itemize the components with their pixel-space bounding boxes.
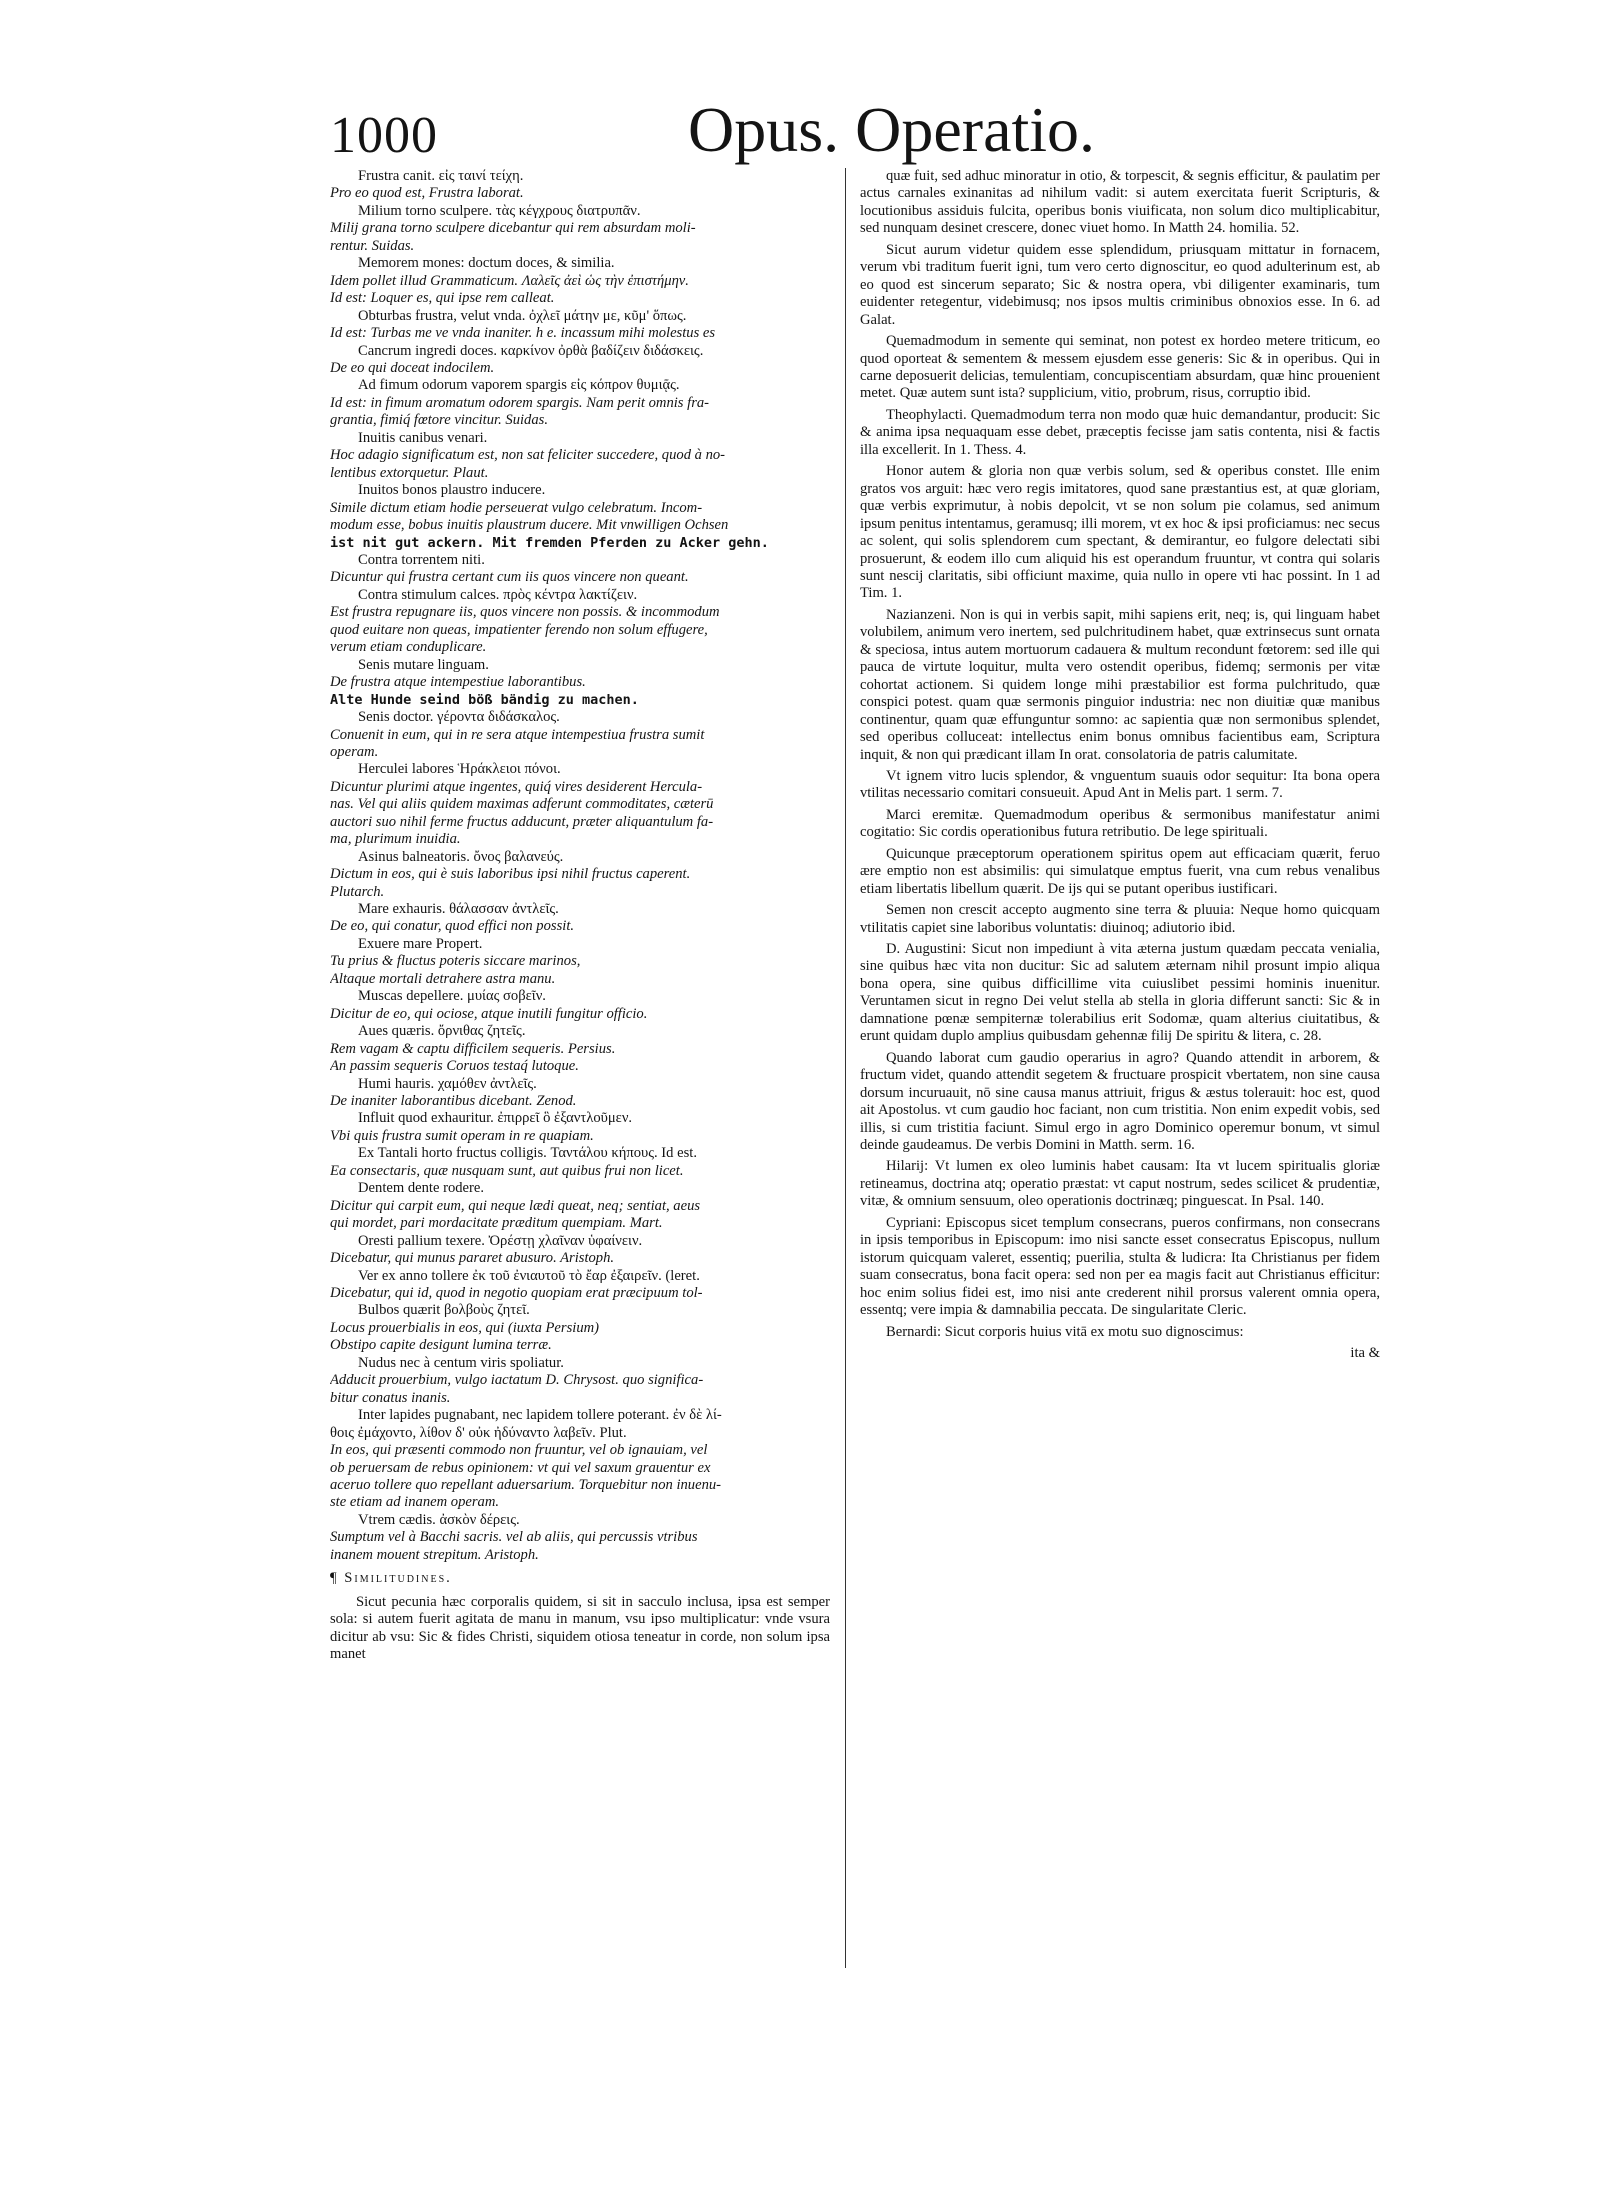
- running-title: Opus. Operatio.: [688, 94, 1096, 165]
- text-line: Id est: in fimum aromatum odorem spargis. Nam perit omnis fra-: [330, 394, 710, 411]
- text-line: inanem mouent strepitum. Aristoph.: [330, 1546, 539, 1563]
- text-line: Oresti pallium texere. Ὀρέστῃ χλαῖναν ὑφαίνειν.: [358, 1232, 643, 1249]
- text-line: Senis doctor. γέροντα διδάσκαλος.: [358, 709, 560, 726]
- page-number: 1000: [330, 107, 438, 164]
- text-line: Id est: Turbas me ve vnda inaniter. h e. incassum mihi molestus es: [330, 325, 716, 342]
- text-paragraph: Honor autem & gloria non quæ verbis solum, sed & operibus constet. Ille enim gratos vos arguit: hæc vero regis imitatores, quod sane præstantius est, at quæ gloriam, quæ verbis exprimutur, à nobis depolcit, vt se non solum pie colamus, sed animum ipsum penitus intentamus, geramusq; illi morem, vt ex hoc & ipsi proficiamus: nec secus ac solent, qui solis splendorem cum spectant, & demirantur, eo fulgore delectati sibi prosuerunt, & eodem illo cum aliquid his est operandum fruuntur, vt contra qui solaris sunt nescij claritatis, sibi officiunt maxime, quia nullo in opere vti hac possint. In 1 ad Tim. 1.: [860, 463, 1380, 602]
- text-line: Sumptum vel à Bacchi sacris. vel ab aliis, qui percussis vtribus: [330, 1529, 698, 1546]
- text-line: Pro eo quod est, Frustra laborat.: [330, 185, 524, 202]
- text-line: Inter lapides pugnabant, nec lapidem tollere poterant. ἐν δὲ λί-: [358, 1407, 722, 1424]
- text-line: lentibus extorquetur. Plaut.: [330, 464, 489, 481]
- text-line: Plutarch.: [330, 883, 385, 900]
- text-line: Nudus nec à centum viris spoliatur.: [358, 1354, 564, 1371]
- text-line: Dicuntur qui frustra certant cum iis quos vincere non queant.: [330, 569, 689, 586]
- text-line: Adducit prouerbium, vulgo iactatum D. Chrysost. quo significa-: [330, 1372, 704, 1389]
- text-paragraph: Bernardi: Sicut corporis huius vitā ex motu suo dignoscimus:: [886, 1323, 1244, 1340]
- text-line: Influit quod exhauritur. ἐπιρρεῖ ὃ ἐξαντλοῦμεν.: [358, 1110, 633, 1127]
- text-line: De eo, qui conatur, quod effici non possit.: [330, 918, 575, 935]
- text-line: Dictum in eos, qui è suis laboribus ipsi nihil fructus caperent.: [330, 866, 691, 883]
- text-line: Contra stimulum calces. πρὸς κέντρα λακτίζειν.: [358, 586, 638, 603]
- text-line: Dicitur de eo, qui ociose, atque inutili fungitur officio.: [330, 1005, 648, 1022]
- section-heading: ¶ Similitudines.: [330, 1570, 452, 1587]
- text-line: Aues quæris. ὄρνιθας ζητεῖς.: [358, 1023, 526, 1040]
- text-line: ist nit gut ackern. Mit fremden Pferden zu Acker gehn.: [330, 534, 769, 551]
- text-line: Tu prius & fluctus poteris siccare marinos,: [330, 953, 581, 970]
- text-line: Milium torno sculpere. τὰς κέγχρους διατρυπᾶν.: [358, 202, 641, 219]
- text-line: Sicut pecunia hæc corporalis quidem, si sit in sacculo inclusa, ipsa est semper sola: si autem fuerit agitata de manu in manum, vsu ipso multiplicatur: vnde vsura dicitur ab vsu: Sic & fides Christi, siquidem otiosa teneatur in corde, non solum ipsa manet: [330, 1593, 830, 1663]
- left-column: [330, 168, 830, 1948]
- text-paragraph: Sicut aurum videtur quidem esse splendidum, priusquam mittatur in fornacem, verum vbi traditum fuerit igni, tum vero certo dignoscitur, eo quod adulterinum est, ab eo quod est sincerum separato; Sic & nostra opera, vbi diligenter examinaris, tum euidenter retegentur, videbimusq; nos ipsos multis criminibus obnoxios esse. In 6. ad Galat.: [860, 241, 1380, 328]
- text-line: Milij grana torno sculpere dicebantur qui rem absurdam moli-: [330, 220, 696, 237]
- text-line: Ver ex anno tollere ἐκ τοῦ ἐνιαυτοῦ τὸ ἔαρ ἐξαιρεῖν. (leret.: [358, 1267, 700, 1284]
- text-line: Exuere mare Propert.: [358, 935, 483, 952]
- text-line: De inaniter laborantibus dicebant. Zenod.: [330, 1093, 577, 1110]
- text-line: quod euitare non queas, impatienter ferendo non solum effugere,: [330, 621, 708, 638]
- text-line: ob peruersam de rebus opinionem: vt qui vel saxum grauentur ex: [330, 1459, 711, 1476]
- text-line: operam.: [330, 743, 379, 760]
- text-line: Mare exhauris. θάλασσαν ἀντλεῖς.: [358, 901, 559, 918]
- text-line: Dicitur qui carpit eum, qui neque lædi queat, neq; sentiat, aeus: [330, 1197, 701, 1214]
- text-line: ma, plurimum inuidia.: [330, 831, 461, 848]
- text-paragraph: quæ fuit, sed adhuc minoratur in otio, & torpescit, & segnis efficitur, & paulatim per actus carnales exinanitas ad nihilum vadit: si autem exercitata fuerit Scripturis, & locutionibus assiduis fulcita, operibus bonis viuificata, non solum dico multiplicabitur, sed nunquam desinet crescere, donec viuet homo. In Matth 24. homilia. 52.: [860, 168, 1380, 237]
- text-line: Dicuntur plurimi atque ingentes, quiq́ vires desiderent Hercula-: [330, 778, 703, 795]
- text-paragraph: Cypriani: Episcopus sicet templum consecrans, pueros confirmans, non consecrans in ipsis temporibus in Episcopum: imo nisi sancte esset consecratus Episcopus, nullum istorum quicquam valeret, essentiq; puerilia, stulta & ludicra: Ita Christianus per fidem suam consecratus, bona facit opera: sed non per ea magis facit aut Christianus efficitur: hoc enim solius fidei est, imo nisi ante crederent nihil prorsus valerent omnia opera, essentq; vere impia & damnabilia peccata. De singularitate Cleric.: [860, 1214, 1380, 1319]
- text-line: nas. Vel qui aliis quidem maximas adferunt commoditates, cæterū: [330, 796, 714, 813]
- text-line: Dicebatur, qui id, quod in negotio quopiam erat præcipuum tol-: [330, 1285, 703, 1301]
- text-line: Vtrem cædis. ἀσκὸν δέρεις.: [358, 1511, 520, 1528]
- text-line: verum etiam conduplicare.: [330, 639, 487, 656]
- text-line: Obturbas frustra, velut vnda. ὀχλεῖ μάτην με, κῦμ' ὅπως.: [358, 307, 687, 324]
- text-line: Alte Hunde seind böß bändig zu machen.: [330, 691, 639, 708]
- text-line: Dicebatur, qui munus pararet abusuro. Aristoph.: [330, 1250, 615, 1267]
- text-line: Ex Tantali horto fructus colligis. Ταντάλου κήπους. Id est.: [358, 1145, 697, 1162]
- text-line: Obstipo capite desigunt lumina terræ.: [330, 1337, 552, 1354]
- text-line: Inuitos bonos plaustro inducere.: [358, 482, 546, 499]
- text-line: grantia, fimiq́ fœtore vincitur. Suidas.: [330, 412, 548, 429]
- text-line: Rem vagam & captu difficilem sequeris. Persius.: [330, 1040, 616, 1057]
- text-line: Muscas depellere. μυίας σοβεῖν.: [358, 988, 546, 1005]
- text-line: Ad fimum odorum vaporem spargis εἰς κόπρον θυμιᾷς.: [358, 377, 680, 394]
- text-line: Locus prouerbialis in eos, qui (iuxta Persium): [330, 1319, 600, 1336]
- text-line: Inuitis canibus venari.: [358, 429, 488, 446]
- text-line: Idem pollet illud Grammaticum. Λαλεῖς ἀεὶ ὡς τὴν ἐπιστήμην.: [330, 272, 689, 289]
- text-line: aceruo tollere quo repellant aduersarium. Torquebitur non inuenu-: [330, 1476, 722, 1493]
- text-paragraph: Semen non crescit accepto augmento sine terra & pluuia: Neque homo quicquam vtilitatis capiet sine laboribus voluntatis: diuinoq; adiutorio ibid.: [860, 902, 1380, 936]
- text-line: Conuenit in eum, qui in re sera atque intempestiua frustra sumit: [330, 726, 705, 743]
- text-line: Id est: Loquer es, qui ipse rem calleat.: [330, 290, 555, 307]
- text-line: De eo qui doceat indocilem.: [330, 359, 495, 376]
- text-line: Bulbos quærit βολβοὺς ζητεῖ.: [358, 1302, 530, 1319]
- text-line: modum esse, bobus inuitis plaustrum ducere. Mit vnwilligen Ochsen: [330, 517, 729, 534]
- text-paragraph: Quando laborat cum gaudio operarius in agro? Quando attendit in arborem, & fructum videt, quando attendit segetem & fructuare prospicit vbertatem, non sine causa dorsum incuruauit, nō sine causa manus attriuit, frigus & æstus tolerauit: hoc est, quod ait Apostolus. vt cum gaudio hoc faciant, non cum tristitia. Non enim expedit vobis, sed illis, si cum tristitia faciunt. Simul ergo in agro Dominico operemur bonum, vt simul deinde gaudeamus. De verbis Domini in Matth. serm. 16.: [860, 1049, 1380, 1154]
- text-line: Herculei labores Ἡράκλειοι πόνοι.: [358, 761, 561, 778]
- text-line: Dentem dente rodere.: [358, 1180, 485, 1197]
- text-line: auctori suo nihil ferme fructus adducunt, præter aliquantulum fa-: [330, 813, 714, 830]
- text-line: Est frustra repugnare iis, quos vincere non possis. & incommodum: [330, 604, 720, 621]
- text-line: bitur conatus inanis.: [330, 1389, 451, 1406]
- text-line: qui mordet, pari mordacitate præditum quempiam. Mart.: [330, 1215, 663, 1232]
- column-rule: [845, 168, 846, 1968]
- text-paragraph: Theophylacti. Quemadmodum terra non modo quæ huic demandantur, producit: Sic & anima ipsa nequaquam esse debet, præceptis fecisse jam satis contenta, nisi & factis illa excellerit. In 1. Thess. 4.: [860, 406, 1380, 458]
- text-paragraph: Hilarij: Vt lumen ex oleo luminis habet causam: Ita vt lucem spiritualis gloriæ retineamus, doctrina atq; operatio præstat: vt caput nostrum, sedes scilicet & prudentiæ, vitæ, & omnium sensuum, oleo operationis doctrinæq; pinguescat. In Psal. 140.: [860, 1158, 1380, 1210]
- text-line: Altaque mortali detrahere astra manu.: [330, 970, 556, 987]
- text-line: Frustra canit. εἰς ταινί τείχη.: [358, 168, 524, 184]
- right-column: [860, 168, 1380, 1988]
- text-line: De frustra atque intempestiue laborantibus.: [330, 674, 586, 691]
- text-line: An passim sequeris Coruos testaq́ lutoque.: [330, 1058, 579, 1075]
- text-line: Vbi quis frustra sumit operam in re quapiam.: [330, 1127, 594, 1144]
- text-line: Hoc adagio significatum est, non sat feliciter succedere, quod à no-: [330, 447, 726, 464]
- text-paragraph: Marci eremitæ. Quemadmodum operibus & sermonibus manifestatur animi cogitatio: Sic cordis operationibus futura retributio. De lege spirituali.: [860, 806, 1380, 841]
- text-paragraph: Nazianzeni. Non is qui in verbis sapit, mihi sapiens erit, neq; is, qui linguam habet volubilem, animum vero inertem, sed pulchritudinem habet, quæ extrinsecus sunt ornata & speciosa, intus autem mortuorum cadauera & multum recondunt fœtorem: sed ille qui pauca de virtute loquitur, multa vero ostendit operibus, fidemq; sermonis per vitæ cohortat actionem. Si quidem longe mihi præstabilior est forma pulchritudo, quæ conspici potest. quam quæ sermonis pinguior industria: nec non diuitiæ quæ manibus continentur, quam quæ effunguntur somno: ac sapientia quæ non sermonibus splendet, sed operibus colluceat: intellectus enim bonus omnibus facientibus eam, Scriptura inquit, & non qui prædicant illam In orat. consolatoria de patris calumitate.: [860, 606, 1380, 763]
- text-paragraph: Vt ignem vitro lucis splendor, & vnguentum suauis odor sequitur: Ita bona opera vtilitas necessario comitari consueuit. Apud Ant in Melis part. 1 serm. 7.: [860, 767, 1380, 802]
- text-paragraph: D. Augustini: Sicut non impediunt à vita æterna justum quædam peccata venialia, sine quibus hæc vita non ducitur: Sic ad salutem æternam nihil prosunt impio aliqua bona opera, sine quibus difficillime vita cuiuslibet pessimi hominis inuenitur. Veruntamen sicut in regno Dei velut stella ab stella in gloria differunt sancti: Sic & in damnatione pœnæ sempiternæ tolerabilius erit Sodomæ, quam alterius ciuitatibus, & erunt quidam duplo amplius quibusdam gehennæ filij De spiritu & litera, c. 28.: [860, 941, 1380, 1045]
- catchword: ita &: [1350, 1345, 1380, 1361]
- text-line: Simile dictum etiam hodie perseuerat vulgo celebratum. Incom-: [330, 499, 703, 516]
- text-line: Asinus balneatoris. ὄνος βαλανεύς.: [358, 848, 564, 865]
- text-line: In eos, qui præsenti commodo non fruuntur, vel ob ignauiam, vel: [330, 1442, 708, 1459]
- text-line: Ea consectaris, quæ nusquam sunt, aut quibus frui non licet.: [330, 1162, 684, 1179]
- text-line: Cancrum ingredi doces. καρκίνον ὀρθὰ βαδίζειν διδάσκεις.: [358, 342, 704, 359]
- text-line: Humi hauris. χαμόθεν ἀντλεῖς.: [358, 1075, 537, 1092]
- text-paragraph: Quemadmodum in semente qui seminat, non potest ex hordeo metere triticum, eo quod oporteat & sementem & messem ejusdem esse generis: Sic & in operibus. Qui in carne deposuerit delicias, temulentiam, concupiscentiam absurdam, quæ hinc prouenient metet. Quæ autem sunt ista? supplicium, vitio, probrum, risus, corruptio ibid.: [860, 333, 1380, 402]
- text-line: rentur. Suidas.: [330, 237, 415, 254]
- text-paragraph: Quicunque præceptorum operationem spiritus opem aut efficaciam quærit, feruo ære emptio non est absimilis: qui simulatque emptus fuerit, vna cum rebus venalibus etiam libertatis libellum quærit. De ijs qui se putant operibus iustificari.: [860, 845, 1380, 897]
- text-line: Contra torrentem niti.: [358, 551, 485, 568]
- text-line: ste etiam ad inanem operam.: [330, 1494, 500, 1511]
- text-line: Senis mutare linguam.: [358, 656, 489, 673]
- text-line: Memorem mones: doctum doces, & similia.: [358, 255, 615, 272]
- text-line: θοις ἐμάχοντο, λίθον δ' οὐκ ἠδύναντο λαβεῖν. Plut.: [330, 1424, 627, 1441]
